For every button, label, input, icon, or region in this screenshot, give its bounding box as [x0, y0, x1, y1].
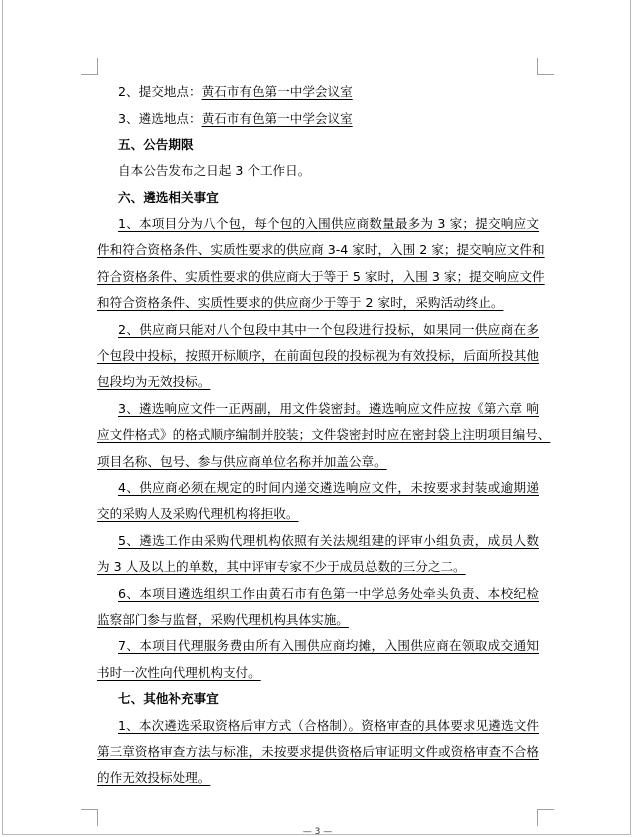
crop-mark-top-left — [81, 58, 98, 75]
selection-location-line — [97, 111, 353, 127]
selection-location-label: 3、遴选地点： — [118, 111, 202, 126]
paragraph-line: 包段均为无效投标。 — [97, 374, 211, 389]
paragraph-line: 2、供应商只能对八个包段中其中一个包段进行投标，如果同一供应商在多 — [118, 322, 539, 337]
paragraph-line: 为 3 人及以上的单数，其中评审专家不少于成员总数的三分之二。 — [97, 559, 466, 574]
page-number: — 3 — — [302, 827, 333, 837]
section-heading-selection-matters: 六、遴选相关事宜 — [118, 190, 219, 205]
paragraph-line: 4、供应商必须在规定的时间内递交遴选响应文件，未按要求封装或逾期递 — [118, 480, 539, 495]
paragraph-line: 应文件格式》的格式顺序编制并胶装；文件袋密封时应在密封袋上注明项目编号、 — [97, 427, 551, 442]
paragraph-line: 件和符合资格条件、实质性要求的供应商 3-4 家时，入围 2 家；提交响应文件和 — [97, 242, 545, 257]
section-heading-announcement-period: 五、公告期限 — [118, 137, 194, 152]
paragraph-line: 交的采购人及采购代理机构将拒收。 — [97, 506, 299, 521]
section-heading-other-matters: 七、其他补充事宜 — [118, 691, 219, 706]
paragraph-line: 个包段中投标，按照开标顺序，在前面包段的投标视为有效投标，后面所投其他 — [97, 348, 539, 363]
submission-location-line — [97, 84, 353, 100]
paragraph-line: 项目名称、包号、参与供应商单位名称并加盖公章。 — [97, 454, 387, 469]
announcement-period-text: 自本公告发布之日起 3 个工作日。 — [118, 163, 311, 178]
paragraph-line: 符合资格条件、实质性要求的供应商大于等于 5 家时，入围 3 家；提交响应文件 — [97, 269, 545, 284]
paragraph-line: 书时一次性向代理机构支付。 — [97, 665, 261, 680]
paragraph-line: 7、本项目代理服务费由所有入围供应商均摊，入围供应商在领取成交通知 — [118, 638, 539, 653]
paragraph-line: 5、遴选工作由采购代理机构依照有关法规组建的评审小组负责，成员人数 — [118, 533, 539, 548]
paragraph-line: 的作无效投标处理。 — [97, 770, 211, 785]
crop-mark-top-right — [537, 58, 554, 75]
paragraph-line: 6、本项目遴选组织工作由黄石市有色第一中学总务处牵头负责、本校纪检 — [118, 586, 539, 601]
crop-mark-bottom-right — [537, 809, 554, 826]
paragraph-line: 1、本次遴选采取资格后审方式（合格制）。资格审查的具体要求见遴选文件 — [118, 718, 539, 733]
paragraph-line: 和符合资格条件、实质性要求的供应商少于等于 2 家时，采购活动终止。 — [97, 295, 504, 310]
submission-location-value: 黄石市有色第一中学会议室 — [201, 84, 353, 99]
paragraph-line: 第三章资格审查方法与标准，未按要求提供资格后审证明文件或资格审查不合格 — [97, 744, 539, 759]
crop-mark-bottom-left — [81, 809, 98, 826]
selection-location-value: 黄石市有色第一中学会议室 — [201, 111, 353, 126]
paragraph-line: 3、遴选响应文件一正两副，用文件袋密封。遴选响应文件应按《第六章 响 — [118, 401, 539, 416]
submission-location-label: 2、提交地点： — [118, 84, 202, 99]
paragraph-line: 1、本项目分为八个包，每个包的入围供应商数量最多为 3 家；提交响应文 — [118, 216, 539, 231]
paragraph-line: 监察部门参与监督，采购代理机构具体实施。 — [97, 612, 349, 627]
